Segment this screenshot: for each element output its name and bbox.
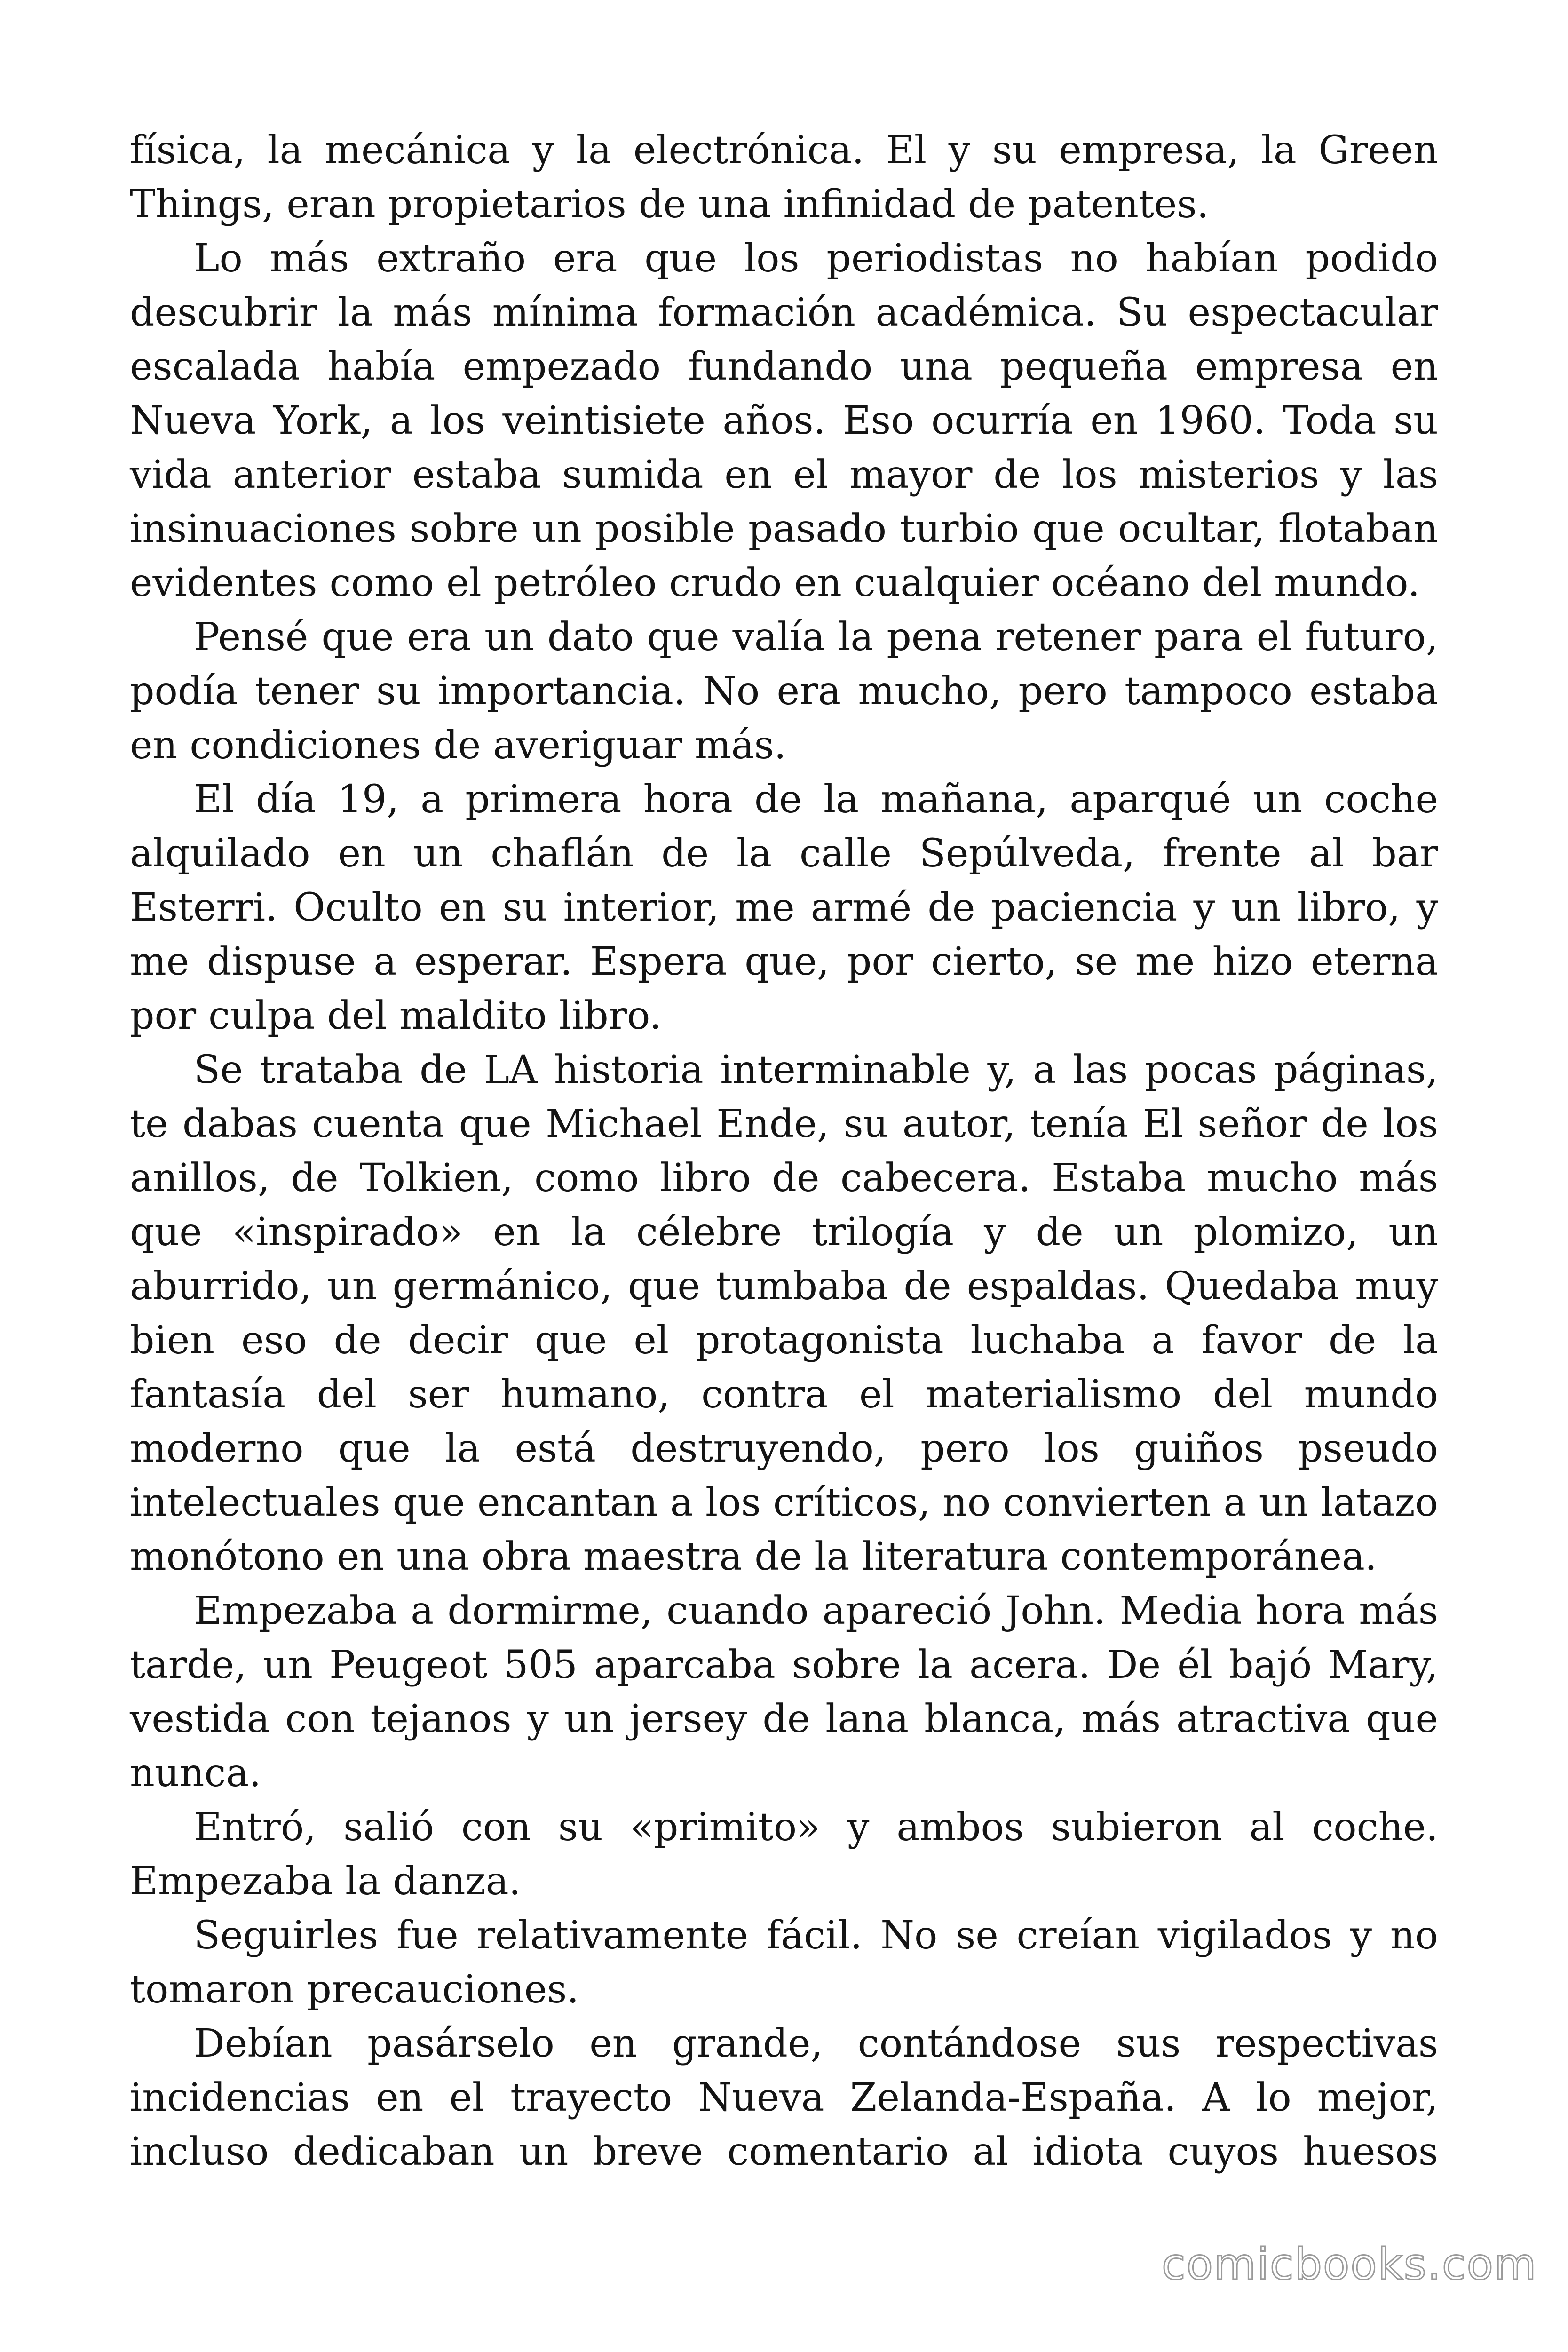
paragraph-1: física, la mecánica y la electrónica. El y su empresa, la Green Things, eran propietarios de una infinidad de patentes. bbox=[130, 128, 1438, 227]
paragraph-3: Pensé que era un dato que valía la pena retener para el futuro, podía tener su importancia. No era mucho, pero tampoco estaba en condiciones de averiguar más. bbox=[130, 615, 1438, 768]
paragraph-4: El día 19, a primera hora de la mañana, aparqué un coche alquilado en un chaflán de la calle Sepúlveda, frente al bar Esterri. Oculto en su interior, me armé de paciencia y un libro, y me dispuse a esperar. Espera que, por cierto, se me hizo eterna por culpa del maldito libro. bbox=[130, 777, 1438, 1038]
paragraph-5: Se trataba de LA historia interminable y, a las pocas páginas, te dabas cuenta que Michael Ende, su autor, tenía El señor de los anillos, de Tolkien, como libro de cabecera. Estaba mucho más que «inspirado» en la célebre trilogía y de un plomizo, un aburrido, un germánico, que tumbaba de espaldas. Quedaba muy bien eso de decir que el protagonista luchaba a favor de la fantasía del ser humano, contra el materialismo del mundo moderno que la está destruyendo, pero los guiños pseudo intelectuales que encantan a los críticos, no convierten a un latazo monótono en una obra maestra de la literatura contemporánea. bbox=[130, 1048, 1438, 1579]
paragraph-2: Lo más extraño era que los periodistas no habían podido descubrir la más mínima formación académica. Su espectacular escalada había empezado fundando una pequeña empresa en Nueva York, a los veintisiete años. Eso ocurría en 1960. Toda su vida anterior estaba sumida en el mayor de los misterios y las insinuaciones sobre un posible pasado turbio que ocultar, flotaban evidentes como el petróleo crudo en cualquier océano del mundo. bbox=[130, 236, 1438, 605]
paragraph-8: Seguirles fue relativamente fácil. No se creían vigilados y no tomaron precauciones. bbox=[130, 1913, 1438, 2012]
paragraph-6: Empezaba a dormirme, cuando apareció John. Media hora más tarde, un Peugeot 505 aparcaba sobre la acera. De él bajó Mary, vestida con tejanos y un jersey de lana blanca, más atractiva que nunca. bbox=[130, 1589, 1438, 1796]
book-page-body bbox=[130, 123, 1438, 2179]
paragraph-9: Debían pasárselo en grande, contándose sus respectivas incidencias en el trayecto Nueva Zelanda-España. A lo mejor, incluso dedicaban un breve comentario al idiota cuyos huesos bbox=[130, 2021, 1438, 2174]
paragraph-7: Entró, salió con su «primito» y ambos subieron al coche. Empezaba la danza. bbox=[130, 1805, 1438, 1904]
site-watermark: comicbooks.com bbox=[1162, 2239, 1537, 2289]
